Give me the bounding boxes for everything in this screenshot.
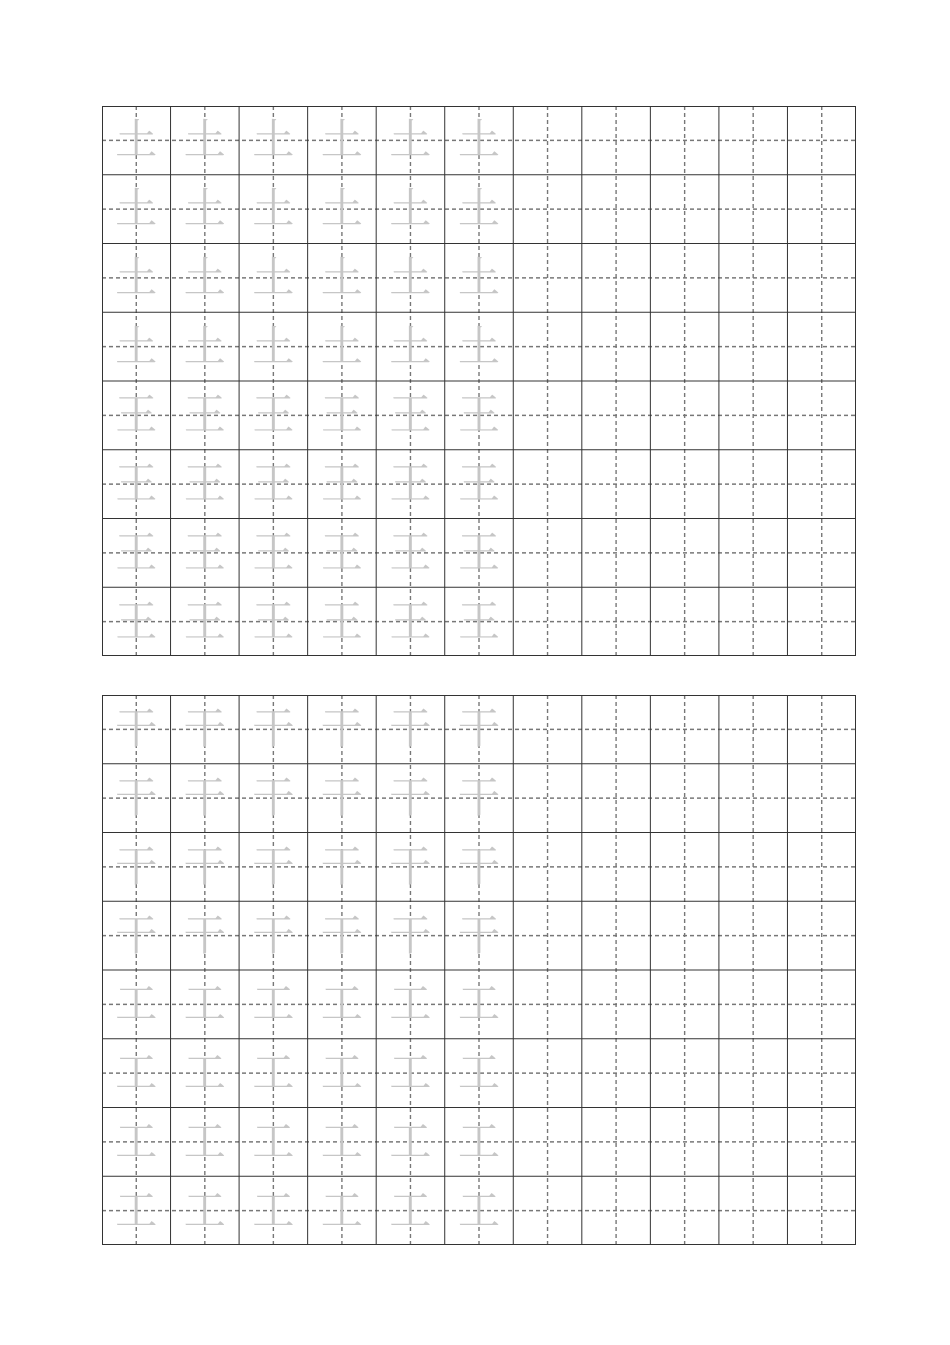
trace-character: 土 — [183, 321, 226, 371]
trace-character: 土 — [389, 321, 432, 371]
practice-cell — [308, 1108, 377, 1177]
trace-character: 土 — [389, 115, 432, 165]
trace-character: 工 — [115, 1048, 158, 1098]
practice-cell — [376, 901, 445, 970]
practice-cell — [308, 833, 377, 902]
practice-cell — [308, 695, 377, 764]
trace-character: 土 — [457, 115, 500, 165]
practice-cell — [445, 970, 514, 1039]
practice-cell — [102, 175, 171, 244]
trace-character: 工 — [183, 1048, 226, 1098]
practice-cell — [239, 106, 308, 175]
practice-cell — [102, 450, 171, 519]
trace-character: 工 — [252, 1116, 295, 1166]
trace-character: 干 — [389, 773, 432, 823]
practice-cell — [445, 1176, 514, 1245]
practice-cell — [376, 1108, 445, 1177]
trace-character: 工 — [320, 979, 363, 1029]
practice-cell — [239, 764, 308, 833]
trace-character: 工 — [389, 979, 432, 1029]
trace-character: 干 — [320, 841, 363, 891]
practice-cell — [239, 244, 308, 313]
trace-character: 干 — [115, 704, 158, 754]
trace-character: 土 — [115, 115, 158, 165]
trace-character: 土 — [252, 252, 295, 302]
practice-cell — [445, 587, 514, 656]
trace-character: 工 — [320, 1048, 363, 1098]
practice-cell — [445, 833, 514, 902]
practice-cell — [376, 1176, 445, 1245]
practice-cell — [445, 901, 514, 970]
practice-cell — [308, 587, 377, 656]
trace-character: 土 — [115, 252, 158, 302]
practice-cell — [376, 450, 445, 519]
practice-cell — [376, 695, 445, 764]
practice-cell — [239, 833, 308, 902]
practice-cell — [102, 381, 171, 450]
practice-cell — [102, 106, 171, 175]
trace-character: 干 — [252, 773, 295, 823]
trace-character: 干 — [115, 841, 158, 891]
practice-cell — [171, 1176, 240, 1245]
trace-character: 土 — [320, 252, 363, 302]
practice-cell — [102, 519, 171, 588]
practice-cell — [239, 970, 308, 1039]
trace-character: 王 — [389, 390, 432, 440]
trace-character: 干 — [457, 910, 500, 960]
practice-cell — [376, 106, 445, 175]
trace-character: 工 — [389, 1185, 432, 1235]
trace-character: 土 — [457, 184, 500, 234]
practice-cell — [308, 312, 377, 381]
practice-cell — [308, 519, 377, 588]
trace-character: 王 — [183, 527, 226, 577]
practice-sheet-1 — [102, 106, 856, 656]
practice-cell — [308, 901, 377, 970]
trace-character: 土 — [183, 184, 226, 234]
trace-character: 工 — [183, 979, 226, 1029]
practice-cell — [445, 1039, 514, 1108]
practice-cell — [102, 1039, 171, 1108]
practice-cell — [171, 450, 240, 519]
trace-character: 工 — [115, 1185, 158, 1235]
trace-character: 王 — [457, 459, 500, 509]
trace-character: 土 — [457, 321, 500, 371]
practice-sheet-2 — [102, 695, 856, 1245]
practice-cell — [239, 901, 308, 970]
practice-cell — [376, 970, 445, 1039]
practice-cell — [239, 312, 308, 381]
practice-cell — [102, 312, 171, 381]
trace-character: 王 — [320, 596, 363, 646]
practice-cell — [445, 764, 514, 833]
practice-cell — [308, 764, 377, 833]
practice-cell — [239, 695, 308, 764]
trace-character: 王 — [252, 459, 295, 509]
practice-cell — [308, 381, 377, 450]
trace-character: 王 — [320, 459, 363, 509]
practice-cell — [376, 312, 445, 381]
trace-character: 工 — [457, 1048, 500, 1098]
trace-character: 土 — [320, 115, 363, 165]
trace-character: 土 — [252, 115, 295, 165]
practice-cell — [308, 1039, 377, 1108]
trace-character: 土 — [457, 252, 500, 302]
practice-cell — [376, 764, 445, 833]
trace-character: 王 — [457, 596, 500, 646]
trace-character: 工 — [115, 1116, 158, 1166]
practice-cell — [308, 450, 377, 519]
trace-character: 王 — [115, 390, 158, 440]
trace-character: 工 — [320, 1185, 363, 1235]
trace-character: 土 — [320, 184, 363, 234]
practice-cell — [308, 175, 377, 244]
trace-character: 王 — [115, 596, 158, 646]
practice-cell — [171, 381, 240, 450]
practice-cell — [308, 244, 377, 313]
practice-cell — [171, 175, 240, 244]
practice-cell — [376, 519, 445, 588]
practice-cell — [376, 175, 445, 244]
practice-cell — [239, 587, 308, 656]
practice-cell — [102, 764, 171, 833]
trace-character: 王 — [115, 527, 158, 577]
practice-cell — [445, 244, 514, 313]
trace-character: 王 — [389, 596, 432, 646]
practice-cell — [171, 970, 240, 1039]
practice-cell — [308, 970, 377, 1039]
trace-character: 王 — [457, 527, 500, 577]
practice-cell — [308, 1176, 377, 1245]
trace-character: 土 — [389, 184, 432, 234]
trace-character: 土 — [389, 252, 432, 302]
trace-character: 干 — [389, 704, 432, 754]
trace-character: 王 — [389, 459, 432, 509]
trace-character: 干 — [183, 704, 226, 754]
trace-character: 土 — [183, 115, 226, 165]
trace-character: 王 — [252, 527, 295, 577]
trace-character: 干 — [457, 841, 500, 891]
trace-character: 工 — [389, 1116, 432, 1166]
practice-cell — [445, 519, 514, 588]
trace-character: 干 — [252, 910, 295, 960]
practice-cell — [239, 450, 308, 519]
practice-cell — [445, 450, 514, 519]
trace-character: 王 — [320, 527, 363, 577]
trace-character: 干 — [457, 773, 500, 823]
trace-character: 工 — [457, 1185, 500, 1235]
trace-character: 干 — [320, 910, 363, 960]
trace-character: 干 — [252, 841, 295, 891]
practice-cell — [102, 587, 171, 656]
practice-cell — [445, 695, 514, 764]
practice-cell — [239, 1176, 308, 1245]
trace-character: 土 — [320, 321, 363, 371]
trace-character: 工 — [183, 1116, 226, 1166]
trace-character: 干 — [115, 773, 158, 823]
practice-cell — [171, 1039, 240, 1108]
trace-character: 王 — [457, 390, 500, 440]
trace-character: 干 — [115, 910, 158, 960]
practice-cell — [445, 381, 514, 450]
practice-cell — [102, 833, 171, 902]
trace-character: 王 — [183, 459, 226, 509]
practice-cell — [102, 970, 171, 1039]
trace-character: 王 — [252, 390, 295, 440]
trace-character: 工 — [183, 1185, 226, 1235]
trace-character: 干 — [183, 910, 226, 960]
practice-cell — [239, 519, 308, 588]
practice-cell — [171, 519, 240, 588]
practice-cell — [445, 106, 514, 175]
trace-character: 工 — [457, 979, 500, 1029]
practice-cell — [171, 695, 240, 764]
practice-cell — [239, 1108, 308, 1177]
practice-cell — [239, 1039, 308, 1108]
trace-character: 干 — [183, 773, 226, 823]
trace-character: 工 — [389, 1048, 432, 1098]
practice-cell — [239, 381, 308, 450]
practice-cell — [308, 106, 377, 175]
trace-character: 干 — [252, 704, 295, 754]
trace-character: 王 — [115, 459, 158, 509]
practice-cell — [102, 1176, 171, 1245]
practice-cell — [102, 244, 171, 313]
practice-cell — [102, 695, 171, 764]
trace-character: 干 — [320, 704, 363, 754]
practice-cell — [376, 1039, 445, 1108]
practice-cell — [171, 764, 240, 833]
trace-character: 土 — [115, 321, 158, 371]
trace-character: 王 — [320, 390, 363, 440]
trace-character: 土 — [183, 252, 226, 302]
trace-character: 工 — [252, 979, 295, 1029]
practice-cell — [445, 175, 514, 244]
practice-cell — [171, 833, 240, 902]
trace-character: 王 — [389, 527, 432, 577]
practice-cell — [171, 312, 240, 381]
trace-character: 土 — [252, 184, 295, 234]
practice-cell — [171, 901, 240, 970]
trace-character: 工 — [115, 979, 158, 1029]
trace-character: 土 — [115, 184, 158, 234]
practice-cell — [171, 1108, 240, 1177]
trace-character: 干 — [457, 704, 500, 754]
practice-cell — [445, 1108, 514, 1177]
practice-cell — [376, 244, 445, 313]
trace-character: 干 — [183, 841, 226, 891]
practice-cell — [445, 312, 514, 381]
trace-character: 工 — [252, 1048, 295, 1098]
practice-cell — [102, 901, 171, 970]
trace-character: 干 — [389, 841, 432, 891]
practice-cell — [171, 106, 240, 175]
trace-character: 土 — [252, 321, 295, 371]
trace-character: 工 — [252, 1185, 295, 1235]
practice-cell — [376, 381, 445, 450]
trace-character: 工 — [320, 1116, 363, 1166]
trace-character: 王 — [183, 596, 226, 646]
practice-cell — [171, 587, 240, 656]
practice-cell — [376, 833, 445, 902]
practice-cell — [102, 1108, 171, 1177]
trace-character: 干 — [389, 910, 432, 960]
trace-character: 工 — [457, 1116, 500, 1166]
practice-cell — [171, 244, 240, 313]
trace-character: 王 — [252, 596, 295, 646]
trace-character: 干 — [320, 773, 363, 823]
practice-cell — [239, 175, 308, 244]
practice-cell — [376, 587, 445, 656]
trace-character: 王 — [183, 390, 226, 440]
